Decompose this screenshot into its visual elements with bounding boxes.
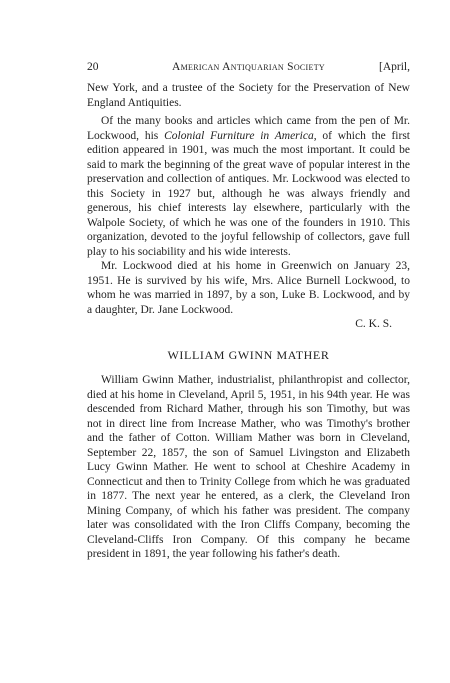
paragraph-lockwood-death: Mr. Lockwood died at his home in Greenwich on January 23, 1951. He is survived by his wife, Mrs. Alice Burnell Lockwood, to whom he was married in 1897, by a son, Luke B. Lockwood, and by a daughter, Dr. Jane Lockwood. [87,260,410,316]
paragraph-text: Of the many books and articles which came from the pen of Mr. Lockwood, his [87,115,410,142]
paragraph-lockwood-works [87,114,410,259]
paragraph-continuation: New York, and a trustee of the Society for the Preservation of New England Antiquities. [87,82,410,109]
running-title: American Antiquarian Society [172,61,325,73]
book-title: Colonial Furniture in America [164,129,314,142]
author-initials: C. K. S. [355,318,392,330]
header-date: [April, [379,61,410,73]
running-header [87,61,410,77]
paragraph-mather: William Gwinn Mather, industrialist, philanthropist and collector, died at his home in Cleveland, April 5, 1951, in his 94th year. He was descended from Richard Mather, through his son Timothy, but was not in direct line from Increase Mather, who was Timothy's brother and the father of Cotton. William Mather was born in Cleveland, September 22, 1857, the son of Samuel Livingston and Elizabeth Lucy Gwinn Mather. He went to school at Cheshire Academy in Connecticut and then to Trinity College from which he was graduated in 1877. The next year he entered, as a clerk, the Cleveland Iron Mining Company, of which his father was president. The company later was consolidated with the Iron Cliffs Company, becoming the Cleveland-Cliffs Iron Company. Of this company he became president in 1891, the year following his father's death. [87,374,410,560]
section-heading: WILLIAM GWINN MATHER [167,347,330,362]
paragraph-text: , of which the first edition appeared in 1901, was much the most important. It could be said to mark the beginning of the great wave of popular interest in the preservation and collection of antiques. Mr. Lockwood was elected to this Society in 1927 but, although he was always friendly and generous, his chief interests lay elsewhere, particularly with the Walpole Society, of which he was one of the founders in 1910. This organization, devoted to the joyful fellowship of collectors, gave full play to his sociability and his wide interests. [87,129,411,258]
page-body [87,81,410,562]
page-number: 20 [87,61,99,73]
